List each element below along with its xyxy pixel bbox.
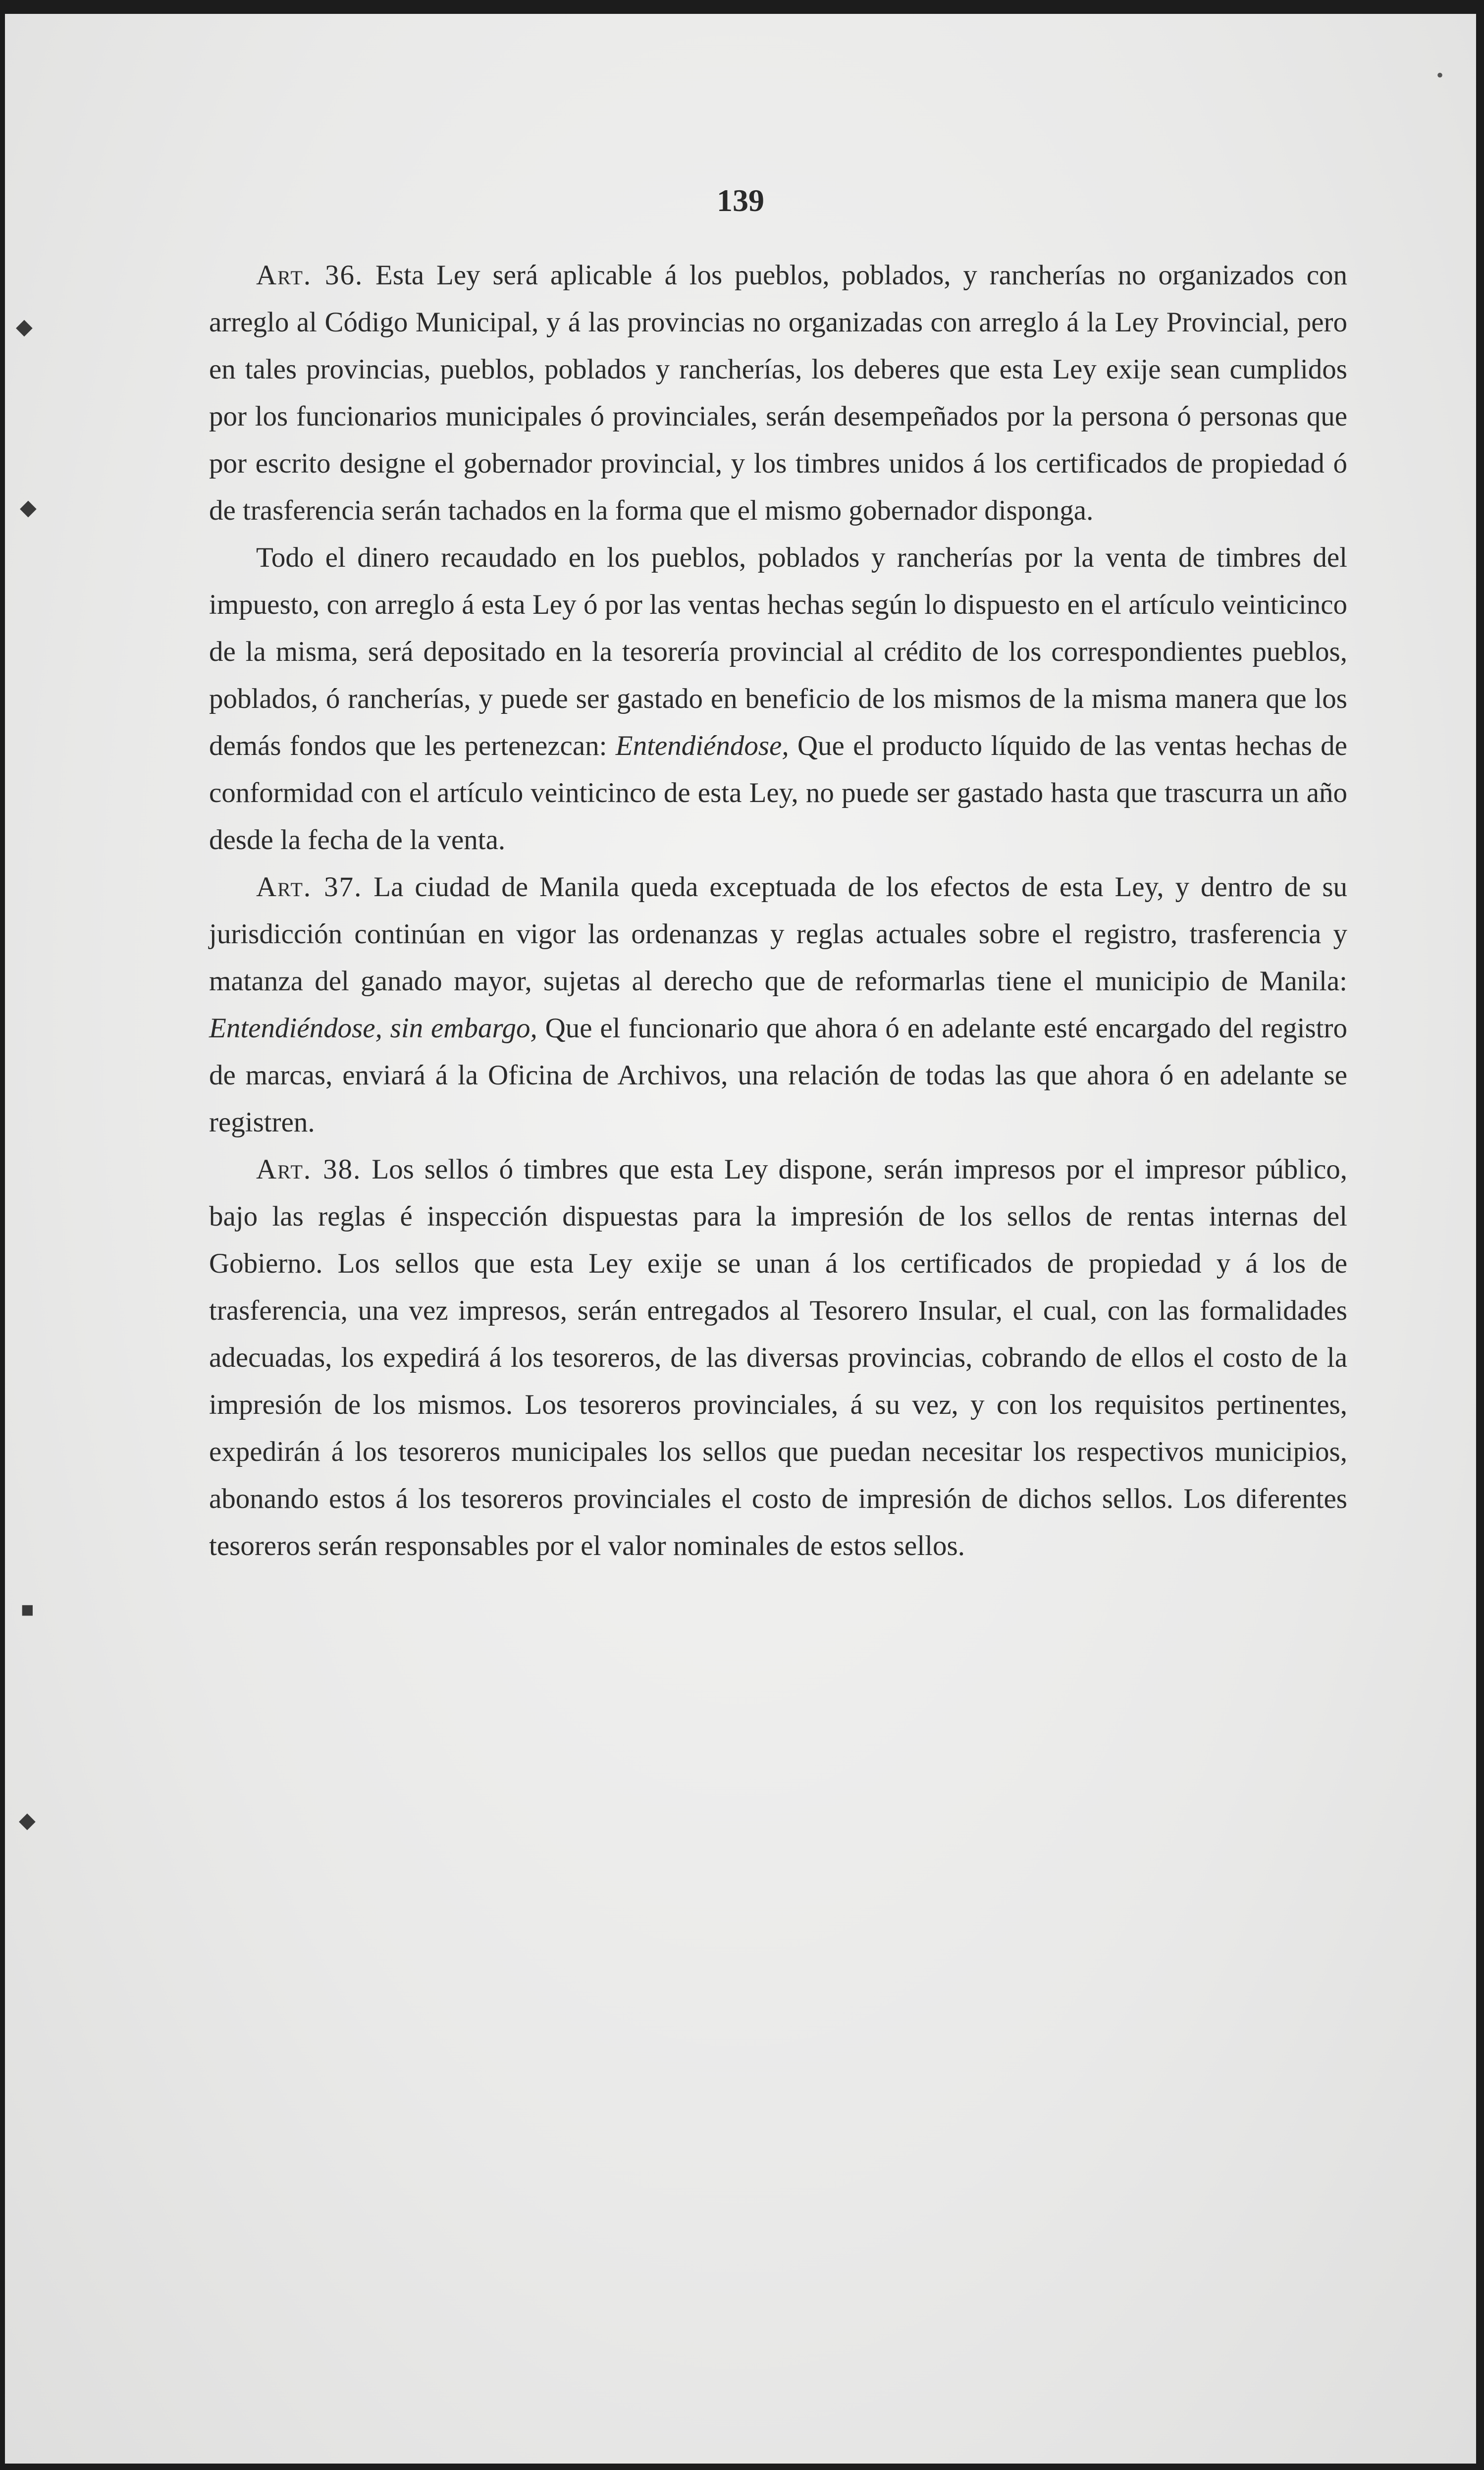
article-38-paragraph (209, 1146, 1347, 1569)
emphasis-text: Entendiéndose, (615, 730, 789, 761)
article-label: Art. 38. (256, 1154, 362, 1185)
paragraph-text: Que el funcionario que ahora ó en adelante esté encargado del registro de marcas, enviará á la Oficina de Archivos, una relación de todas las que ahora ó en adelante se registren. (209, 1013, 1347, 1138)
body-text (209, 252, 1347, 1569)
article-36-second-paragraph (209, 534, 1347, 863)
margin-mark: ◆ (16, 315, 33, 339)
paragraph-text: Los sellos ó timbres que esta Ley dispone, serán impresos por el impresor público, bajo las reglas é inspección dispuestas para la impresión de los sellos de rentas internas del Gobierno. Los sellos que esta Ley exije se unan á los certificados de propiedad y á los de trasferencia, una vez impresos, serán entregados al Tesorero Insular, el cual, con las formalidades adecuadas, los expedirá á los tesoreros, de las diversas provincias, cobrando de ellos el costo de la impresión de los mismos. Los tesoreros provinciales, á su vez, y con los requisitos pertinentes, expedirán á los tesoreros municipales los sellos que puedan necesitar los respectivos municipios, abonando estos á los tesoreros provinciales el costo de impresión de dichos sellos. Los diferentes tesoreros serán responsables por el valor nominales de estos sellos. (209, 1154, 1347, 1561)
margin-mark: ◆ (20, 495, 37, 520)
article-36-paragraph (209, 252, 1347, 534)
margin-mark: ◆ (19, 1808, 36, 1832)
paragraph-text: Esta Ley será aplicable á los pueblos, poblados, y rancherías no organizados con arreglo al Código Municipal, y á las provincias no organizadas con arreglo á la Ley Provincial, pero en tales provincias, pueblos, poblados y rancherías, los deberes que esta Ley exije sean cumplidos por los funcionarios municipales ó provinciales, serán desempeñados por la persona ó personas que por escrito designe el gobernador provincial, y los timbres unidos á los certificados de propiedad ó de trasferencia serán tachados en la forma que el mismo gobernador disponga. (209, 260, 1347, 526)
scanned-page (5, 14, 1476, 2464)
article-label: Art. 37. (256, 871, 363, 903)
margin-mark: ■ (21, 1598, 34, 1622)
page-number: 139 (717, 183, 764, 218)
article-label: Art. 36. (256, 260, 364, 291)
paragraph-text: Todo el dinero recaudado en los pueblos, poblados y rancherías por la venta de timbres del impuesto, con arreglo á esta Ley ó por las ventas hechas según lo dispuesto en el artículo veinticinco de la misma, será depositado en la tesorería provincial al crédito de los correspondientes pueblos, poblados, ó rancherías, y puede ser gastado en beneficio de los mismos de la misma manera que los demás fondos que les pertenezcan: (209, 542, 1347, 761)
margin-mark: • (1436, 64, 1444, 86)
article-37-paragraph (209, 863, 1347, 1146)
emphasis-text: Entendiéndose, sin embargo, (209, 1013, 537, 1044)
paragraph-text: Que el producto líquido de las ventas hechas de conformidad con el artículo veinticinco de esta Ley, no puede ser gastado hasta que trascurra un año desde la fecha de la venta. (209, 730, 1347, 856)
paragraph-text: La ciudad de Manila queda exceptuada de los efectos de esta Ley, y dentro de su jurisdicción continúan en vigor las ordenanzas y reglas actuales sobre el registro, trasferencia y matanza del ganado mayor, sujetas al derecho que de reformarlas tiene el municipio de Manila: (209, 871, 1348, 997)
